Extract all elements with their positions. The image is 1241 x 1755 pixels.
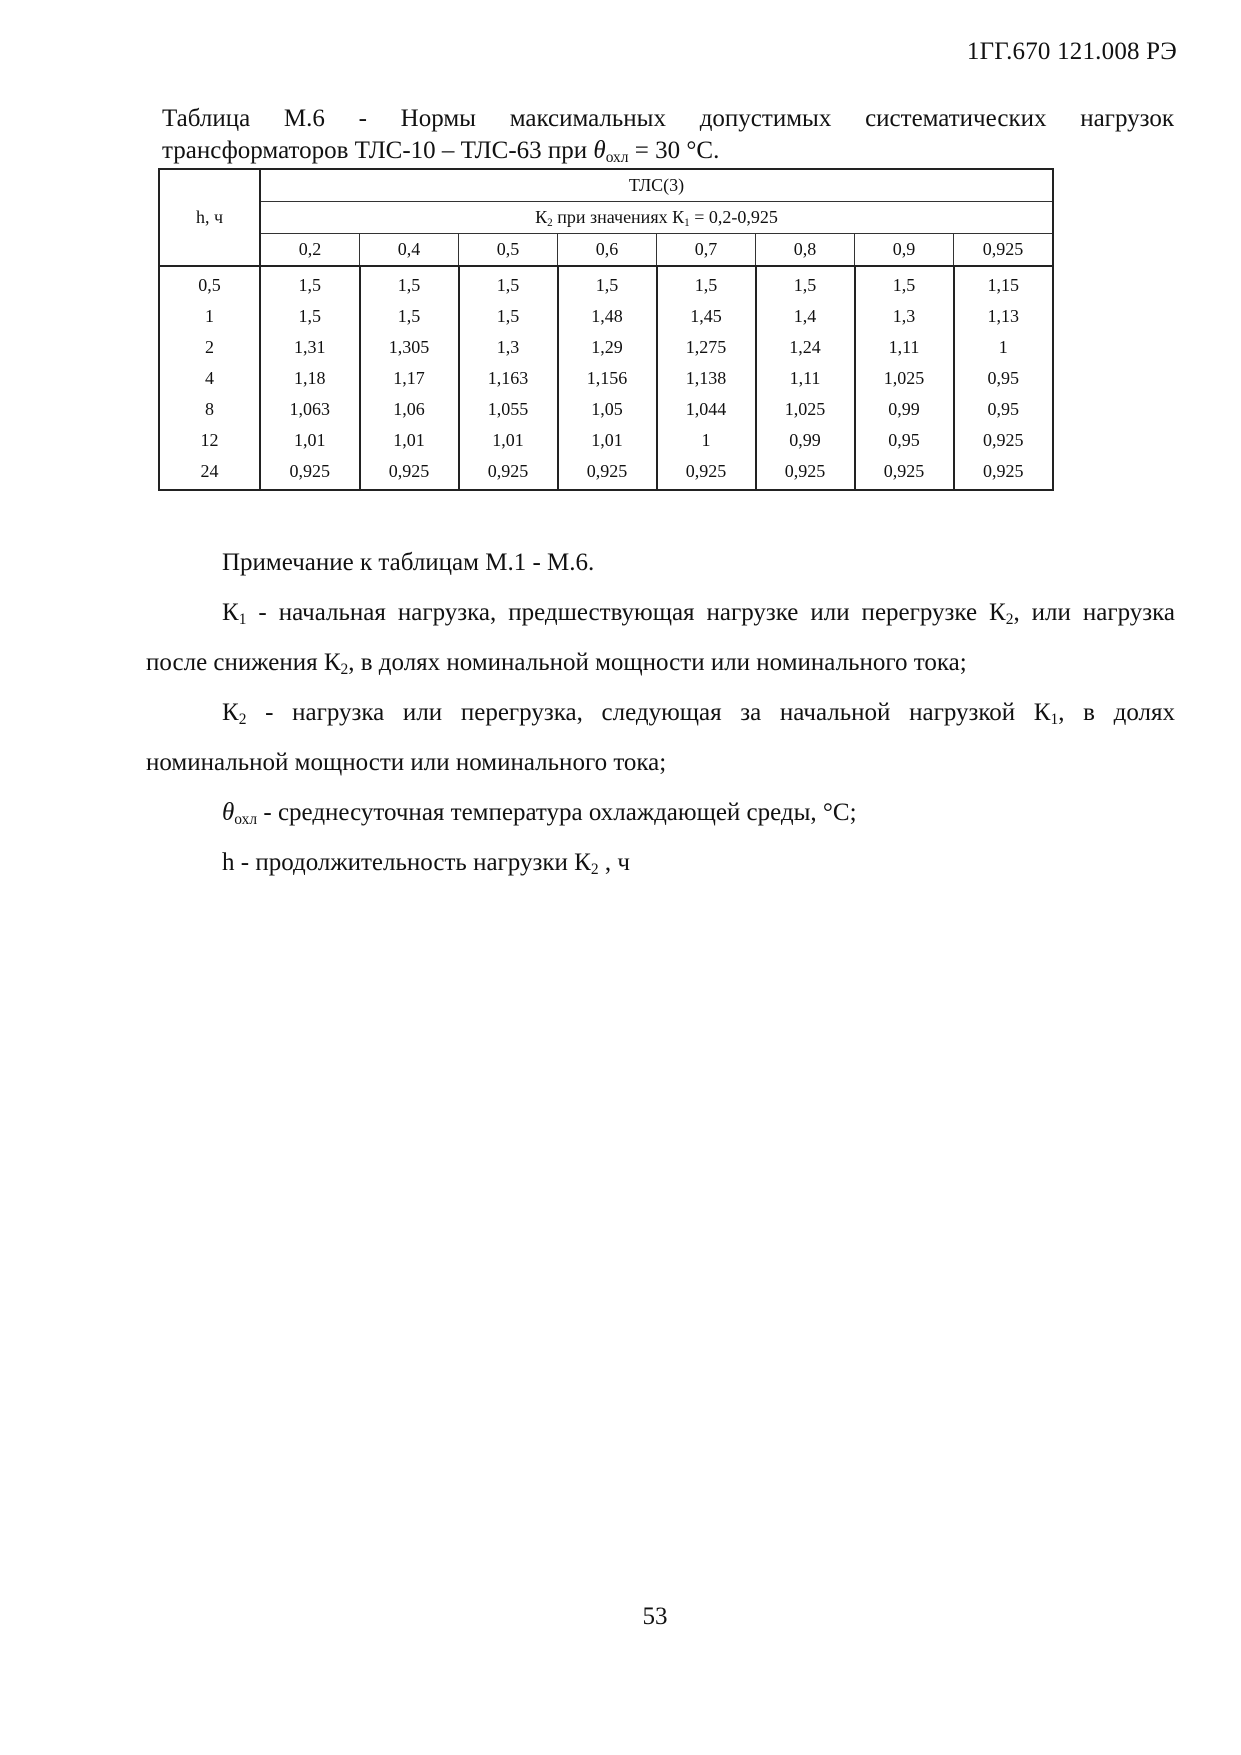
k2-value-cell: 1	[954, 332, 1054, 363]
k2-value-cell: 0,99	[855, 394, 954, 425]
k1-value-header: 0,2	[260, 234, 360, 267]
k2-symbol: К	[535, 207, 548, 227]
h-text-a: - продолжительность нагрузки К	[234, 849, 591, 876]
k2-value-cell: 1,06	[360, 394, 459, 425]
k2-value-cell: 1,5	[360, 266, 459, 301]
k2-value-cell: 0,925	[657, 456, 756, 490]
k2-value-cell: 1,5	[657, 266, 756, 301]
k2-value-cell: 1,5	[459, 266, 558, 301]
k2-value-cell: 1,01	[260, 425, 360, 456]
k2-value-cell: 1,11	[855, 332, 954, 363]
k2-value-cell: 0,925	[756, 456, 855, 490]
k2-value-cell: 1,3	[855, 301, 954, 332]
table-row	[159, 332, 1053, 363]
h-symbol: h	[222, 849, 235, 876]
k1-text-a: - начальная нагрузка, предшествующая нагрузке или перегрузке К	[246, 599, 1006, 626]
table-row	[159, 394, 1053, 425]
k2-value-cell: 0,95	[954, 394, 1054, 425]
k2-value-cell: 1,01	[459, 425, 558, 456]
table-row	[159, 266, 1053, 301]
k2-value-cell: 0,925	[954, 456, 1054, 490]
k1-value-header: 0,6	[558, 234, 657, 267]
k2-text-a: - нагрузка или перегрузка, следующая за начальной нагрузкой К	[246, 699, 1051, 726]
h-value-cell: 2	[159, 332, 260, 363]
k2-value-cell: 1,5	[855, 266, 954, 301]
k2-value-cell: 1,48	[558, 301, 657, 332]
k2-value-cell: 0,925	[855, 456, 954, 490]
k2-value-cell: 1	[657, 425, 756, 456]
k2-subscript: 2	[547, 216, 553, 229]
k-header-range: = 0,2-0,925	[689, 207, 778, 227]
k2-value-cell: 1,5	[756, 266, 855, 301]
theta-note-text: - среднесуточная температура охлаждающей среды, °С;	[257, 799, 857, 826]
notes-section	[146, 538, 1175, 888]
k-header-text: при значениях К	[552, 207, 685, 227]
k2-value-cell: 1,17	[360, 363, 459, 394]
k2-value-cell: 1,4	[756, 301, 855, 332]
k2-symbol: К	[222, 699, 239, 726]
theta-subscript: охл	[605, 148, 629, 166]
k2-value-cell: 1,5	[459, 301, 558, 332]
k2-value-cell: 1,5	[260, 301, 360, 332]
k2-value-cell: 1,025	[855, 363, 954, 394]
k2-value-cell: 1,5	[558, 266, 657, 301]
k2-value-cell: 1,5	[360, 301, 459, 332]
k2-value-cell: 1,01	[360, 425, 459, 456]
k2-value-cell: 1,01	[558, 425, 657, 456]
k2-value-cell: 1,24	[756, 332, 855, 363]
k1-sub2: 2	[1005, 610, 1014, 628]
k1-value-header: 0,9	[855, 234, 954, 267]
h-value-cell: 24	[159, 456, 260, 490]
k2-value-cell: 0,925	[360, 456, 459, 490]
caption-suffix: = 30 °С.	[628, 137, 720, 164]
k2-value-cell: 1,055	[459, 394, 558, 425]
k2-value-cell: 0,95	[954, 363, 1054, 394]
caption-prefix: трансформаторов ТЛС-10 – ТЛС-63 при	[162, 137, 594, 164]
h-value-cell: 8	[159, 394, 260, 425]
k2-value-cell: 1,025	[756, 394, 855, 425]
k2-value-cell: 1,275	[657, 332, 756, 363]
h-value-cell: 4	[159, 363, 260, 394]
k2-value-cell: 1,3	[459, 332, 558, 363]
k2-value-cell: 1,138	[657, 363, 756, 394]
k1-value-header: 0,5	[459, 234, 558, 267]
k1-subscript: 1	[684, 216, 690, 229]
caption-line-2	[162, 135, 1174, 167]
notes-title: Примечание к таблицам М.1 - М.6.	[222, 549, 595, 576]
k1-sub: 1	[238, 610, 247, 628]
k-values-header	[260, 202, 1053, 234]
table-row	[159, 425, 1053, 456]
k2-value-cell: 1,305	[360, 332, 459, 363]
k2-value-cell: 0,925	[954, 425, 1054, 456]
h-value-cell: 12	[159, 425, 260, 456]
table-row	[159, 301, 1053, 332]
k1-value-header: 0,925	[954, 234, 1054, 267]
k1-text-b: , или нагрузка после снижения К	[146, 599, 1175, 676]
k1-text-c: , в долях номинальной мощности или номинального тока;	[348, 649, 967, 676]
h-column-header: h, ч	[159, 169, 260, 266]
note-k1	[146, 588, 1175, 688]
k2-value-cell: 1,5	[260, 266, 360, 301]
note-theta	[146, 788, 1175, 838]
caption-line-1: Таблица М.6 - Нормы максимальных допустимых систематических нагрузок	[162, 105, 1174, 132]
k2-value-cell: 0,925	[459, 456, 558, 490]
k2-value-cell: 0,925	[260, 456, 360, 490]
page-number: 53	[642, 1603, 668, 1630]
table-caption	[162, 103, 1174, 167]
load-norms-table	[158, 168, 1054, 491]
k2-value-cell: 1,15	[954, 266, 1054, 301]
k1-value-header: 0,8	[756, 234, 855, 267]
k2-value-cell: 1,31	[260, 332, 360, 363]
note-k2	[146, 688, 1175, 788]
document-code: 1ГГ.670 121.008 РЭ	[966, 38, 1177, 65]
k2-value-cell: 1,13	[954, 301, 1054, 332]
k2-value-cell: 0,95	[855, 425, 954, 456]
k1-sub3: 2	[340, 660, 349, 678]
h-text-b: , ч	[598, 849, 630, 876]
k2-value-cell: 1,45	[657, 301, 756, 332]
k2-text-b: , в долях номинальной мощности или номинального тока;	[146, 699, 1176, 776]
k2-value-cell: 1,063	[260, 394, 360, 425]
theta-note-sub: охл	[234, 810, 258, 828]
k2-value-cell: 1,11	[756, 363, 855, 394]
group-header: ТЛС(3)	[260, 169, 1053, 202]
k2-value-cell: 0,99	[756, 425, 855, 456]
k2-value-cell: 0,925	[558, 456, 657, 490]
k2-sub: 2	[238, 710, 247, 728]
table-row	[159, 363, 1053, 394]
k2-sub2: 1	[1050, 710, 1059, 728]
h-value-cell: 0,5	[159, 266, 260, 301]
k2-value-cell: 1,163	[459, 363, 558, 394]
h-value-cell: 1	[159, 301, 260, 332]
table-row	[159, 456, 1053, 490]
h-sub: 2	[590, 860, 599, 878]
k1-value-header: 0,4	[360, 234, 459, 267]
k2-value-cell: 1,156	[558, 363, 657, 394]
k2-value-cell: 1,29	[558, 332, 657, 363]
k2-value-cell: 1,05	[558, 394, 657, 425]
note-h	[146, 838, 1175, 888]
theta-note-symbol: θ	[222, 799, 235, 826]
k2-value-cell: 1,044	[657, 394, 756, 425]
k1-symbol: К	[222, 599, 239, 626]
theta-symbol: θ	[593, 137, 606, 164]
k2-value-cell: 1,18	[260, 363, 360, 394]
k1-value-header: 0,7	[657, 234, 756, 267]
